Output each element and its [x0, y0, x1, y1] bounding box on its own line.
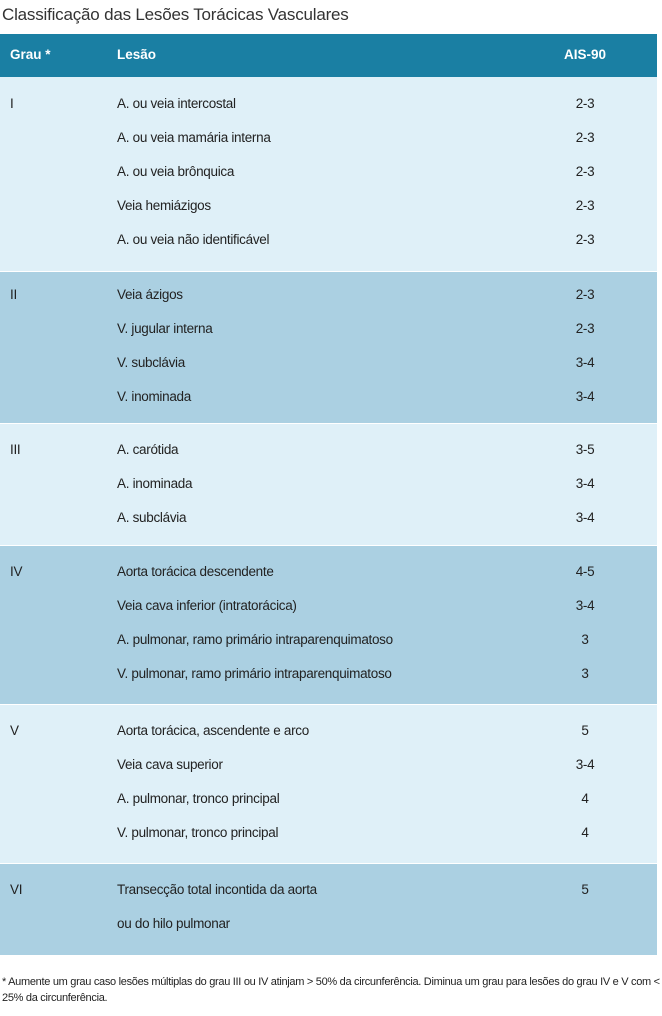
table-row [0, 657, 657, 691]
lesion-cell: V. subclávia [117, 355, 185, 370]
grade-cell: III [10, 442, 21, 457]
lesion-cell: A. carótida [117, 442, 179, 457]
ais-cell: 2-3 [575, 96, 595, 111]
grade-group [0, 424, 657, 546]
table-row [0, 748, 657, 782]
table-row [0, 87, 657, 121]
table-row [0, 380, 657, 414]
ais-cell: 2-3 [575, 321, 595, 336]
lesion-cell: Aorta torácica descendente [117, 564, 274, 579]
ais-cell: 3-4 [575, 510, 595, 525]
table-row [0, 223, 657, 257]
grade-group [0, 272, 657, 424]
ais-cell: 3-4 [575, 355, 595, 370]
grade-cell: V [10, 723, 19, 738]
grade-cell: VI [10, 882, 23, 897]
ais-cell: 5 [581, 882, 589, 897]
table-row [0, 714, 657, 748]
table-title: Classificação das Lesões Torácicas Vasculares [2, 5, 349, 24]
table-row [0, 155, 657, 189]
ais-cell: 4 [581, 791, 589, 806]
table-row [0, 782, 657, 816]
lesion-cell: A. subclávia [117, 510, 187, 525]
grade-group [0, 705, 657, 864]
table-row [0, 121, 657, 155]
table-row [0, 278, 657, 312]
grade-group [0, 77, 657, 272]
header-ais: AIS-90 [563, 47, 607, 62]
lesion-cell: Veia hemiázigos [117, 198, 211, 213]
table-row [0, 467, 657, 501]
lesion-cell: Aorta torácica, ascendente e arco [117, 723, 309, 738]
lesion-cell: V. jugular interna [117, 321, 213, 336]
lesion-cell: V. pulmonar, tronco principal [117, 825, 279, 840]
lesion-cell: A. ou veia brônquica [117, 164, 235, 179]
ais-cell: 2-3 [575, 232, 595, 247]
footnote: * Aumente um grau caso lesões múltiplas do grau III ou IV atinjam > 50% da circunferência. Diminua um grau para lesões do grau IV e V com < 25% da circunferência. [2, 976, 660, 1004]
ais-cell: 3-4 [575, 598, 595, 613]
table-header [0, 34, 657, 77]
ais-cell: 4 [581, 825, 589, 840]
ais-cell: 3-4 [575, 389, 595, 404]
grade-group [0, 546, 657, 705]
lesion-cell: A. ou veia mamária interna [117, 130, 271, 145]
lesion-cell: ou do hilo pulmonar [117, 916, 230, 931]
ais-cell: 2-3 [575, 164, 595, 179]
table-row [0, 189, 657, 223]
ais-cell: 3-4 [575, 757, 595, 772]
lesion-cell: A. ou veia não identificável [117, 232, 270, 247]
grade-cell: I [10, 96, 14, 111]
lesion-cell: V. inominada [117, 389, 191, 404]
vascular-injury-table [0, 34, 657, 956]
lesion-cell: Veia cava inferior (intratorácica) [117, 598, 297, 613]
table-row [0, 907, 657, 941]
table-row [0, 501, 657, 535]
ais-cell: 2-3 [575, 130, 595, 145]
ais-cell: 4-5 [575, 564, 595, 579]
ais-cell: 3-5 [575, 442, 595, 457]
ais-cell: 2-3 [575, 287, 595, 302]
lesion-cell: Veia cava superior [117, 757, 223, 772]
ais-cell: 3 [581, 666, 589, 681]
lesion-cell: A. pulmonar, ramo primário intraparenquimatoso [117, 632, 393, 647]
lesion-cell: A. inominada [117, 476, 193, 491]
ais-cell: 3-4 [575, 476, 595, 491]
grade-cell: II [10, 287, 17, 302]
table-row [0, 589, 657, 623]
table-body [0, 77, 657, 956]
table-row [0, 816, 657, 850]
table-row [0, 346, 657, 380]
ais-cell: 2-3 [575, 198, 595, 213]
ais-cell: 5 [581, 723, 589, 738]
lesion-cell: V. pulmonar, ramo primário intraparenquimatoso [117, 666, 392, 681]
table-row [0, 873, 657, 907]
lesion-cell: Veia ázigos [117, 287, 183, 302]
ais-cell: 3 [581, 632, 589, 647]
grade-group [0, 864, 657, 956]
table-row [0, 623, 657, 657]
header-grade: Grau * [10, 47, 51, 62]
header-lesion: Lesão [117, 47, 157, 62]
lesion-cell: A. pulmonar, tronco principal [117, 791, 280, 806]
table-row [0, 555, 657, 589]
grade-cell: IV [10, 564, 23, 579]
table-row [0, 433, 657, 467]
table-row [0, 312, 657, 346]
lesion-cell: Transecção total incontida da aorta [117, 882, 317, 897]
lesion-cell: A. ou veia intercostal [117, 96, 236, 111]
